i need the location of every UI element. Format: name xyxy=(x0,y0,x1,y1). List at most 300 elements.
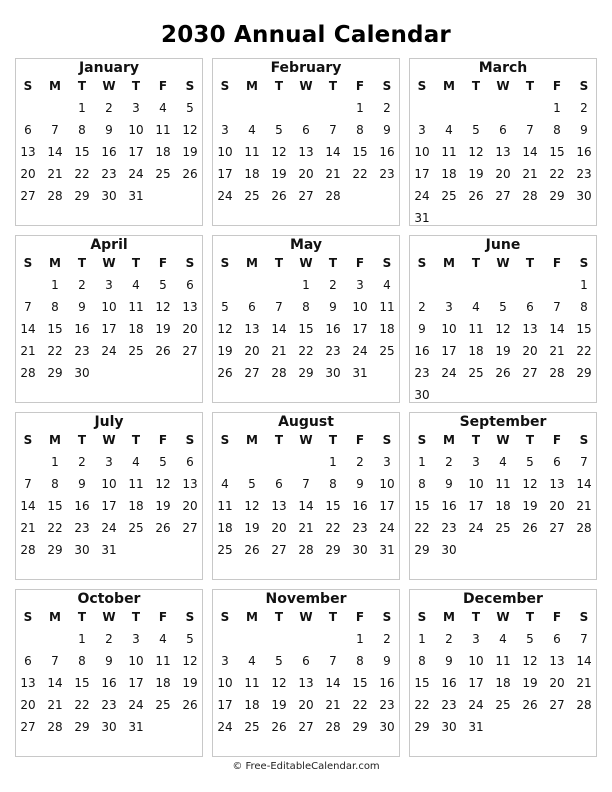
weekday-header: M xyxy=(443,256,455,270)
day-cell: 5 xyxy=(526,632,534,646)
day-cell: 15 xyxy=(352,676,368,690)
weekday-header: W xyxy=(496,433,510,447)
day-cell: 21 xyxy=(549,344,565,358)
weekday-header: F xyxy=(158,79,168,93)
day-cell: 20 xyxy=(495,167,511,181)
day-cell: 30 xyxy=(414,388,430,402)
weekday-header: T xyxy=(77,256,87,270)
month-name: November xyxy=(265,591,347,607)
day-cell: 29 xyxy=(298,366,314,380)
day-cell: 14 xyxy=(549,322,565,336)
week-row xyxy=(213,541,399,559)
day-cell: 25 xyxy=(217,543,233,557)
day-cell: 19 xyxy=(522,676,538,690)
weekday-header: M xyxy=(49,256,61,270)
weekday-header: T xyxy=(131,610,141,624)
weekday-header: S xyxy=(579,433,589,447)
week-row xyxy=(16,364,202,382)
day-cell: 1 xyxy=(553,101,561,115)
weekday-header: T xyxy=(77,433,87,447)
day-cell: 1 xyxy=(418,455,426,469)
day-cell: 12 xyxy=(271,676,287,690)
week-row xyxy=(213,99,399,117)
day-cell: 22 xyxy=(74,698,90,712)
day-cell: 14 xyxy=(298,499,314,513)
day-cell: 10 xyxy=(217,145,233,159)
day-cell: 15 xyxy=(47,322,63,336)
day-cell: 27 xyxy=(549,521,565,535)
week-row xyxy=(410,497,596,515)
week-row xyxy=(213,364,399,382)
weekday-header: M xyxy=(443,79,455,93)
day-cell: 27 xyxy=(549,698,565,712)
day-cell: 26 xyxy=(182,167,198,181)
day-cell: 14 xyxy=(576,477,592,491)
day-cell: 9 xyxy=(418,322,426,336)
weekday-header: W xyxy=(299,79,313,93)
day-cell: 4 xyxy=(159,101,167,115)
day-cell: 14 xyxy=(576,654,592,668)
weekday-header: T xyxy=(471,256,481,270)
day-cell: 7 xyxy=(580,455,588,469)
day-cell: 26 xyxy=(155,344,171,358)
weekday-header: S xyxy=(579,79,589,93)
day-cell: 9 xyxy=(445,654,453,668)
weekday-header: F xyxy=(552,433,562,447)
day-cell: 6 xyxy=(302,654,310,668)
weekday-header-row xyxy=(213,254,399,272)
day-cell: 5 xyxy=(275,123,283,137)
day-cell: 5 xyxy=(221,300,229,314)
day-cell: 21 xyxy=(298,521,314,535)
day-cell: 6 xyxy=(526,300,534,314)
weekday-header: T xyxy=(471,433,481,447)
month-name: April xyxy=(90,237,128,253)
day-cell: 16 xyxy=(101,676,117,690)
weekday-header: F xyxy=(158,610,168,624)
day-cell: 4 xyxy=(248,123,256,137)
week-row xyxy=(410,276,596,294)
week-row xyxy=(410,364,596,382)
day-cell: 5 xyxy=(186,632,194,646)
day-cell: 26 xyxy=(271,720,287,734)
month-name: July xyxy=(94,414,124,430)
day-cell: 3 xyxy=(105,278,113,292)
day-cell: 8 xyxy=(51,477,59,491)
week-row xyxy=(213,497,399,515)
weekday-header-row xyxy=(213,431,399,449)
day-cell: 11 xyxy=(244,676,260,690)
day-cell: 19 xyxy=(155,322,171,336)
day-cell: 5 xyxy=(248,477,256,491)
day-cell: 17 xyxy=(217,698,233,712)
weekday-header: W xyxy=(299,256,313,270)
day-cell: 25 xyxy=(128,344,144,358)
week-row xyxy=(410,298,596,316)
day-cell: 7 xyxy=(329,654,337,668)
day-cell: 7 xyxy=(275,300,283,314)
weekday-header: F xyxy=(355,79,365,93)
weekday-header: M xyxy=(246,610,258,624)
week-row xyxy=(410,320,596,338)
day-cell: 16 xyxy=(74,322,90,336)
weekday-header: S xyxy=(23,256,33,270)
month-name: September xyxy=(459,414,547,430)
weekday-header: T xyxy=(77,79,87,93)
weekday-header: T xyxy=(274,256,284,270)
day-cell: 14 xyxy=(522,145,538,159)
weekday-header: S xyxy=(382,79,392,93)
day-cell: 12 xyxy=(155,300,171,314)
day-cell: 10 xyxy=(352,300,368,314)
day-cell: 17 xyxy=(217,167,233,181)
weekday-header: T xyxy=(131,256,141,270)
day-cell: 2 xyxy=(356,455,364,469)
day-cell: 13 xyxy=(20,145,36,159)
week-row xyxy=(16,475,202,493)
day-cell: 24 xyxy=(101,521,117,535)
day-cell: 4 xyxy=(221,477,229,491)
day-cell: 28 xyxy=(325,189,341,203)
day-cell: 18 xyxy=(128,322,144,336)
weekday-header: T xyxy=(525,79,535,93)
day-cell: 4 xyxy=(383,278,391,292)
day-cell: 7 xyxy=(553,300,561,314)
week-row xyxy=(410,99,596,117)
day-cell: 21 xyxy=(576,499,592,513)
day-cell: 10 xyxy=(468,654,484,668)
day-cell: 9 xyxy=(78,477,86,491)
day-cell: 5 xyxy=(499,300,507,314)
day-cell: 9 xyxy=(329,300,337,314)
day-cell: 28 xyxy=(522,189,538,203)
day-cell: 22 xyxy=(414,698,430,712)
day-cell: 27 xyxy=(182,344,198,358)
day-cell: 10 xyxy=(101,477,117,491)
day-cell: 30 xyxy=(576,189,592,203)
day-cell: 22 xyxy=(352,167,368,181)
week-row xyxy=(16,718,202,736)
day-cell: 8 xyxy=(580,300,588,314)
week-row xyxy=(410,143,596,161)
day-cell: 14 xyxy=(325,145,341,159)
day-cell: 24 xyxy=(128,698,144,712)
day-cell: 25 xyxy=(244,189,260,203)
day-cell: 31 xyxy=(101,543,117,557)
week-row xyxy=(410,718,596,736)
day-cell: 12 xyxy=(522,477,538,491)
day-cell: 19 xyxy=(271,698,287,712)
day-cell: 14 xyxy=(47,676,63,690)
weekday-header: F xyxy=(355,610,365,624)
week-row xyxy=(410,674,596,692)
day-cell: 28 xyxy=(576,698,592,712)
day-cell: 22 xyxy=(298,344,314,358)
day-cell: 10 xyxy=(468,477,484,491)
day-cell: 27 xyxy=(271,543,287,557)
day-cell: 12 xyxy=(468,145,484,159)
week-row xyxy=(213,453,399,471)
weekday-header-row xyxy=(16,254,202,272)
day-cell: 22 xyxy=(47,344,63,358)
day-cell: 12 xyxy=(522,654,538,668)
weekday-header: W xyxy=(102,610,116,624)
weekday-header: W xyxy=(102,433,116,447)
day-cell: 8 xyxy=(302,300,310,314)
day-cell: 20 xyxy=(522,344,538,358)
day-cell: 5 xyxy=(186,101,194,115)
month-name: December xyxy=(463,591,543,607)
day-cell: 8 xyxy=(329,477,337,491)
day-cell: 30 xyxy=(74,543,90,557)
week-row xyxy=(16,165,202,183)
day-cell: 13 xyxy=(298,145,314,159)
weekday-header: S xyxy=(23,79,33,93)
day-cell: 23 xyxy=(441,698,457,712)
day-cell: 2 xyxy=(383,101,391,115)
day-cell: 20 xyxy=(20,167,36,181)
weekday-header: T xyxy=(525,610,535,624)
day-cell: 31 xyxy=(128,189,144,203)
day-cell: 30 xyxy=(101,189,117,203)
weekday-header: S xyxy=(23,433,33,447)
week-row xyxy=(16,99,202,117)
day-cell: 6 xyxy=(24,654,32,668)
week-row xyxy=(410,519,596,537)
day-cell: 10 xyxy=(101,300,117,314)
week-row xyxy=(410,696,596,714)
weekday-header: S xyxy=(185,610,195,624)
weekday-header: M xyxy=(49,79,61,93)
day-cell: 7 xyxy=(526,123,534,137)
month-panel-january xyxy=(15,58,203,226)
day-cell: 12 xyxy=(217,322,233,336)
day-cell: 8 xyxy=(78,123,86,137)
day-cell: 17 xyxy=(128,676,144,690)
day-cell: 12 xyxy=(182,123,198,137)
day-cell: 8 xyxy=(356,654,364,668)
weekday-header: T xyxy=(274,79,284,93)
week-row xyxy=(410,541,596,559)
day-cell: 1 xyxy=(329,455,337,469)
week-row xyxy=(16,320,202,338)
day-cell: 21 xyxy=(522,167,538,181)
day-cell: 20 xyxy=(298,167,314,181)
day-cell: 9 xyxy=(105,123,113,137)
day-cell: 11 xyxy=(128,300,144,314)
month-panel-december xyxy=(409,589,597,757)
day-cell: 17 xyxy=(414,167,430,181)
week-row xyxy=(213,320,399,338)
day-cell: 2 xyxy=(105,101,113,115)
day-cell: 5 xyxy=(526,455,534,469)
day-cell: 22 xyxy=(74,167,90,181)
day-cell: 30 xyxy=(352,543,368,557)
day-cell: 23 xyxy=(74,344,90,358)
weekday-header: M xyxy=(246,256,258,270)
day-cell: 15 xyxy=(352,145,368,159)
day-cell: 19 xyxy=(522,499,538,513)
weekday-header: S xyxy=(417,256,427,270)
day-cell: 17 xyxy=(468,499,484,513)
day-cell: 19 xyxy=(244,521,260,535)
day-cell: 22 xyxy=(576,344,592,358)
day-cell: 24 xyxy=(468,698,484,712)
weekday-header: M xyxy=(443,610,455,624)
day-cell: 15 xyxy=(576,322,592,336)
weekday-header: F xyxy=(552,79,562,93)
weekday-header: W xyxy=(102,79,116,93)
weekday-header: T xyxy=(328,79,338,93)
day-cell: 13 xyxy=(298,676,314,690)
day-cell: 6 xyxy=(248,300,256,314)
week-row xyxy=(16,453,202,471)
day-cell: 31 xyxy=(468,720,484,734)
week-row xyxy=(213,696,399,714)
weekday-header: W xyxy=(496,79,510,93)
weekday-header: S xyxy=(417,79,427,93)
day-cell: 11 xyxy=(155,654,171,668)
day-cell: 7 xyxy=(51,654,59,668)
day-cell: 13 xyxy=(522,322,538,336)
day-cell: 9 xyxy=(78,300,86,314)
day-cell: 1 xyxy=(51,278,59,292)
day-cell: 29 xyxy=(414,720,430,734)
day-cell: 26 xyxy=(271,189,287,203)
day-cell: 1 xyxy=(78,101,86,115)
day-cell: 3 xyxy=(221,654,229,668)
day-cell: 19 xyxy=(182,676,198,690)
month-name: October xyxy=(77,591,141,607)
weekday-header-row xyxy=(410,608,596,626)
weekday-header: S xyxy=(220,610,230,624)
day-cell: 20 xyxy=(271,521,287,535)
day-cell: 16 xyxy=(325,322,341,336)
month-panel-november xyxy=(212,589,400,757)
weekday-header: W xyxy=(496,610,510,624)
month-name: January xyxy=(78,60,140,76)
day-cell: 23 xyxy=(379,167,395,181)
day-cell: 18 xyxy=(495,676,511,690)
day-cell: 29 xyxy=(414,543,430,557)
week-row xyxy=(410,165,596,183)
day-cell: 26 xyxy=(155,521,171,535)
day-cell: 23 xyxy=(576,167,592,181)
day-cell: 13 xyxy=(244,322,260,336)
month-panel-june xyxy=(409,235,597,403)
month-panel-april xyxy=(15,235,203,403)
month-panel-july xyxy=(15,412,203,580)
week-row xyxy=(16,696,202,714)
day-cell: 23 xyxy=(101,167,117,181)
week-row xyxy=(213,121,399,139)
day-cell: 24 xyxy=(128,167,144,181)
day-cell: 6 xyxy=(24,123,32,137)
day-cell: 30 xyxy=(101,720,117,734)
day-cell: 18 xyxy=(379,322,395,336)
month-name: March xyxy=(478,60,528,76)
weekday-header: S xyxy=(220,433,230,447)
day-cell: 10 xyxy=(414,145,430,159)
day-cell: 29 xyxy=(47,543,63,557)
weekday-header: S xyxy=(579,256,589,270)
day-cell: 7 xyxy=(580,632,588,646)
day-cell: 24 xyxy=(468,521,484,535)
day-cell: 18 xyxy=(155,145,171,159)
day-cell: 25 xyxy=(155,698,171,712)
weekday-header: F xyxy=(158,256,168,270)
month-panel-may xyxy=(212,235,400,403)
day-cell: 17 xyxy=(468,676,484,690)
day-cell: 25 xyxy=(495,521,511,535)
weekday-header-row xyxy=(213,608,399,626)
day-cell: 27 xyxy=(182,521,198,535)
day-cell: 1 xyxy=(302,278,310,292)
week-row xyxy=(213,143,399,161)
day-cell: 16 xyxy=(414,344,430,358)
day-cell: 28 xyxy=(271,366,287,380)
day-cell: 1 xyxy=(51,455,59,469)
day-cell: 10 xyxy=(128,123,144,137)
day-cell: 8 xyxy=(356,123,364,137)
day-cell: 23 xyxy=(325,344,341,358)
day-cell: 29 xyxy=(74,189,90,203)
weekday-header: M xyxy=(246,79,258,93)
day-cell: 9 xyxy=(383,654,391,668)
month-name: June xyxy=(485,237,521,253)
day-cell: 19 xyxy=(217,344,233,358)
day-cell: 15 xyxy=(47,499,63,513)
day-cell: 24 xyxy=(441,366,457,380)
day-cell: 31 xyxy=(128,720,144,734)
weekday-header: S xyxy=(417,433,427,447)
weekday-header: S xyxy=(185,433,195,447)
day-cell: 14 xyxy=(20,499,36,513)
day-cell: 11 xyxy=(217,499,233,513)
day-cell: 27 xyxy=(522,366,538,380)
page-title: 2030 Annual Calendar xyxy=(161,22,451,48)
day-cell: 13 xyxy=(495,145,511,159)
day-cell: 25 xyxy=(155,167,171,181)
day-cell: 8 xyxy=(51,300,59,314)
week-row xyxy=(410,652,596,670)
day-cell: 1 xyxy=(580,278,588,292)
day-cell: 4 xyxy=(499,455,507,469)
day-cell: 30 xyxy=(379,720,395,734)
weekday-header: F xyxy=(355,433,365,447)
day-cell: 11 xyxy=(495,654,511,668)
day-cell: 12 xyxy=(495,322,511,336)
day-cell: 28 xyxy=(20,543,36,557)
weekday-header-row xyxy=(16,608,202,626)
week-row xyxy=(213,276,399,294)
day-cell: 3 xyxy=(132,101,140,115)
day-cell: 29 xyxy=(549,189,565,203)
weekday-header: M xyxy=(443,433,455,447)
day-cell: 23 xyxy=(101,698,117,712)
day-cell: 25 xyxy=(495,698,511,712)
day-cell: 28 xyxy=(576,521,592,535)
day-cell: 20 xyxy=(182,499,198,513)
day-cell: 18 xyxy=(244,698,260,712)
weekday-header: M xyxy=(49,433,61,447)
month-panel-march xyxy=(409,58,597,226)
day-cell: 28 xyxy=(47,189,63,203)
calendar-grid xyxy=(15,58,598,758)
day-cell: 3 xyxy=(356,278,364,292)
day-cell: 4 xyxy=(132,455,140,469)
day-cell: 8 xyxy=(553,123,561,137)
